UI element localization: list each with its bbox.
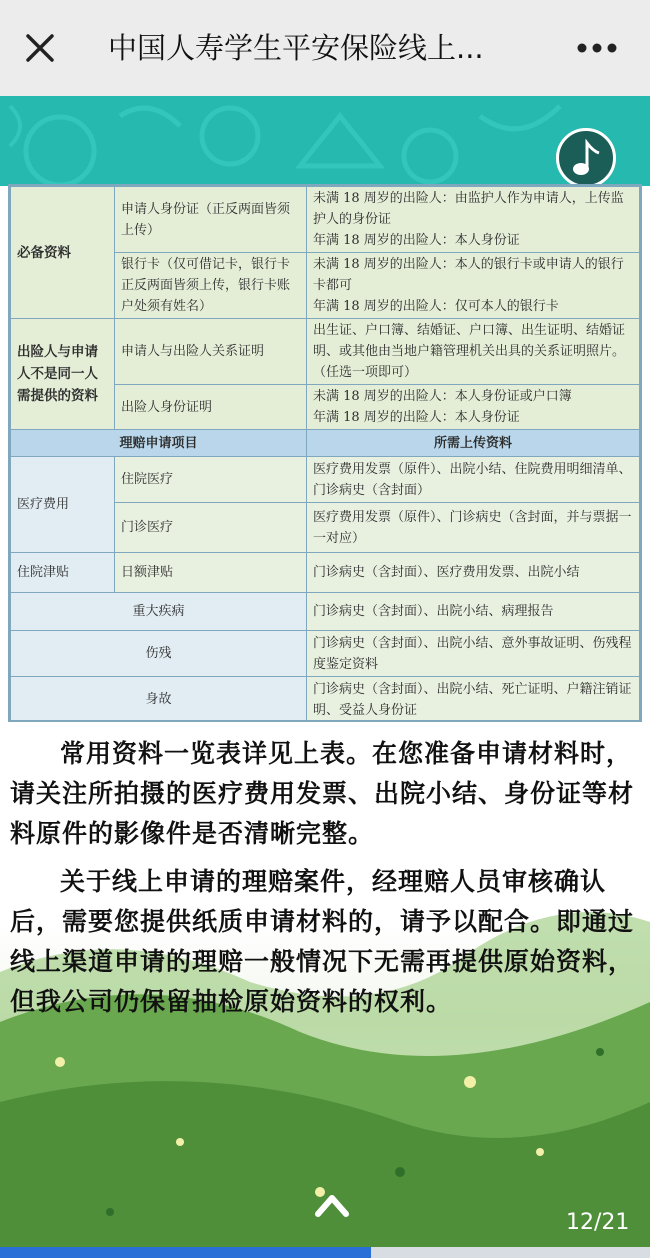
table-cell-detail: 医疗费用发票（原件）、门诊病史（含封面，并与票据一一对应）: [307, 503, 640, 553]
claims-material-table: [8, 184, 642, 722]
table-cell-detail: 未满 18 周岁的出险人：本人的银行卡或申请人的银行卡都可 年满 18 周岁的出险人：仅可本人的银行卡: [307, 253, 640, 319]
table-cell-item: 申请人身份证（正反两面皆须上传）: [115, 187, 307, 253]
top-bar: [0, 0, 650, 96]
table-cell-detail: 门诊病史（含封面）、医疗费用发票、出院小结: [307, 553, 640, 593]
decorative-banner: [0, 96, 650, 186]
column-header-required-docs: 所需上传资料: [307, 430, 640, 457]
chevron-up-icon[interactable]: [312, 1188, 352, 1222]
reading-progress-bar: [0, 1247, 650, 1258]
article-body: [0, 722, 650, 1258]
category-disability: 伤残: [11, 631, 307, 677]
music-note-icon[interactable]: [556, 128, 616, 188]
category-allowance: 住院津贴: [11, 553, 115, 593]
table-cell-item: 申请人与出险人关系证明: [115, 319, 307, 385]
close-icon[interactable]: [20, 28, 60, 68]
category-critical-illness: 重大疾病: [11, 593, 307, 631]
group-label-relation: 出险人与申请人不是同一人需提供的资料: [11, 319, 115, 430]
table-cell-detail: 门诊病史（含封面）、出院小结、意外事故证明、伤残程度鉴定资料: [307, 631, 640, 677]
progress-fill: [0, 1247, 371, 1258]
table-cell-detail: 医疗费用发票（原件）、出院小结、住院费用明细清单、门诊病史（含封面）: [307, 457, 640, 503]
paragraph-common-docs: 常用资料一览表详见上表。在您准备申请材料时，请关注所拍摄的医疗费用发票、出院小结、身份证等材料原件的影像件是否清晰完整。: [10, 739, 635, 848]
paragraph-paper-materials: 关于线上申请的理赔案件，经理赔人员审核确认后，需要您提供纸质申请材料的，请予以配合。即通过线上渠道申请的理赔一般情况下无需再提供原始资料，但我公司仍保留抽检原始资料的权利。: [10, 867, 635, 1016]
table-cell-detail: 门诊病史（含封面）、出院小结、病理报告: [307, 593, 640, 631]
more-dots-icon[interactable]: [574, 30, 620, 66]
category-medical: 医疗费用: [11, 457, 115, 553]
table-cell-item: 出险人身份证明: [115, 385, 307, 430]
table-cell-detail: 门诊病史（含封面）、出院小结、死亡证明、户籍注销证明、受益人身份证: [307, 677, 640, 723]
category-death: 身故: [11, 677, 307, 723]
group-label-required: 必备资料: [11, 187, 115, 319]
table-cell-detail: 出生证、户口簿、结婚证、户口簿、出生证明、结婚证明、或其他由当地户籍管理机关出具的关系证明照片。（任选一项即可）: [307, 319, 640, 385]
page-indicator: 12/21: [566, 1210, 630, 1235]
column-header-claim-item: 理赔申请项目: [11, 430, 307, 457]
subcategory-daily: 日额津贴: [115, 553, 307, 593]
page-title: 中国人寿学生平安保险线上...: [108, 31, 484, 65]
subcategory-outpatient: 门诊医疗: [115, 503, 307, 553]
table-cell-detail: 未满 18 周岁的出险人：由监护人作为申请人，上传监护人的身份证 年满 18 周岁的出险人：本人身份证: [307, 187, 640, 253]
table-cell-item: 银行卡（仅可借记卡，银行卡正反两面皆须上传，银行卡账户处须有姓名）: [115, 253, 307, 319]
table-cell-detail: 未满 18 周岁的出险人：本人身份证或户口簿 年满 18 周岁的出险人：本人身份证: [307, 385, 640, 430]
subcategory-inpatient: 住院医疗: [115, 457, 307, 503]
